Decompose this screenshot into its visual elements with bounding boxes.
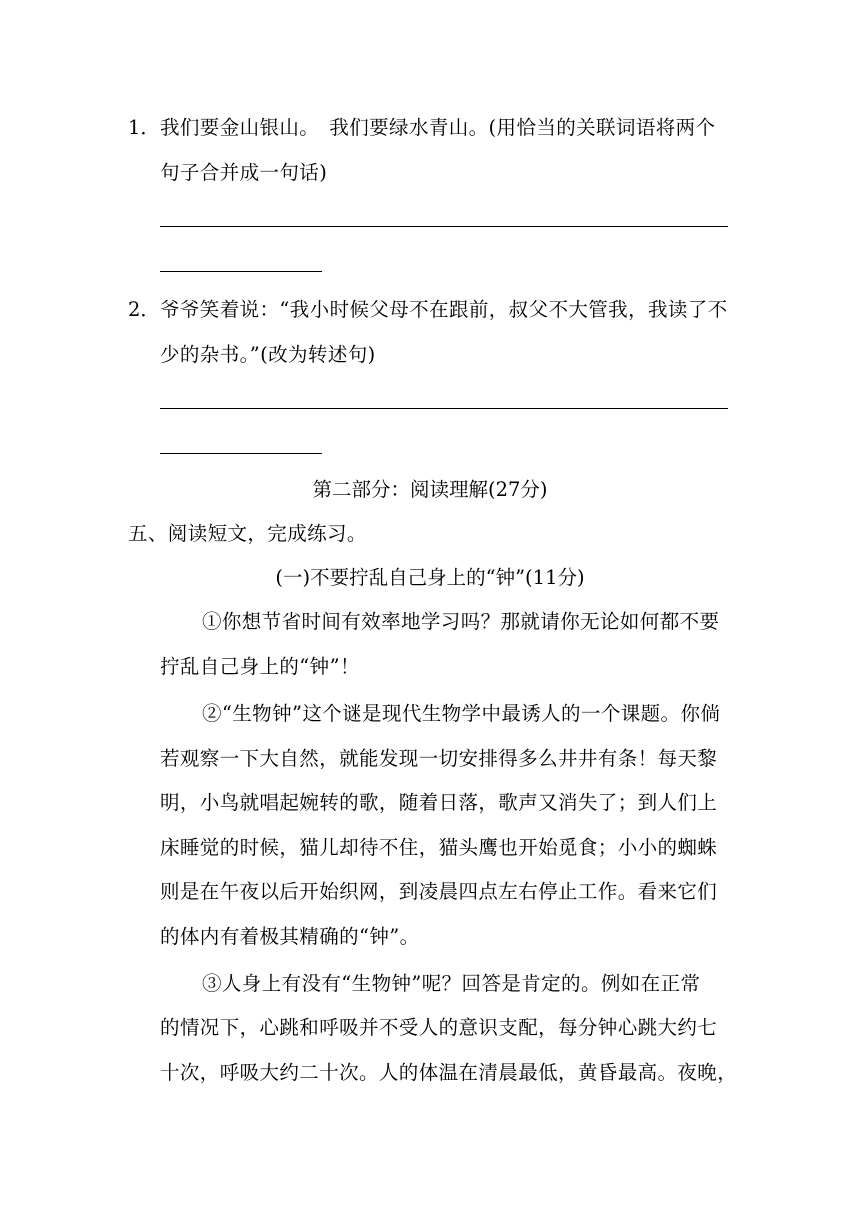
paragraph-1-line: 拧乱自己身上的“钟”！ [160,655,360,678]
passage-title: (一)不要拧乱自己身上的“钟”(11分) [275,566,585,589]
paragraph-3-line: 十次，呼吸大约二十次。人的体温在清晨最低，黄昏最高。夜晚， [160,1061,738,1084]
question-1-number: 1． [128,116,160,139]
paragraph-2-line: 若观察一下大自然，就能发现一切安排得多么井井有条！每天黎 [160,747,718,770]
question-1-line-2: 句子合并成一句话) [160,161,328,184]
section-title: 第二部分：阅读理解(27分) [312,478,548,501]
question-1-line-1: 我们要金山银山。 我们要绿水青山。(用恰当的关联词语将两个 [160,116,716,139]
part-5-heading: 五、阅读短文，完成练习。 [128,522,367,545]
paragraph-2-line: 的体内有着极其精确的“钟”。 [160,925,420,948]
answer-line [160,453,322,454]
answer-line [160,408,728,409]
question-2-number: 2． [128,298,160,321]
question-2-line-2: 少的杂书。”(改为转述句) [160,343,376,366]
paragraph-2-line: 则是在午夜以后开始织网，到凌晨四点左右停止工作。看来它们 [160,880,718,903]
answer-line [160,271,322,272]
answer-line [160,226,728,227]
paragraph-3-line: 的情况下，心跳和呼吸并不受人的意识支配，每分钟心跳大约七 [160,1016,718,1039]
paragraph-2-line: 床睡觉的时候，猫儿却待不住，猫头鹰也开始觅食；小小的蜘蛛 [160,836,718,859]
paragraph-2-line: ②“生物钟”这个谜是现代生物学中最诱人的一个课题。你倘 [202,702,721,725]
paragraph-2-line: 明，小鸟就唱起婉转的歌，随着日落，歌声又消失了；到人们上 [160,791,718,814]
paragraph-1-line: ①你想节省时间有效率地学习吗？那就请你无论如何都不要 [202,610,720,633]
paragraph-3-line: ③人身上有没有“生物钟”呢？回答是肯定的。例如在正常 [202,972,701,995]
question-2-line-1: 爷爷笑着说：“我小时候父母不在跟前，叔父不大管我，我读了不 [160,298,728,321]
